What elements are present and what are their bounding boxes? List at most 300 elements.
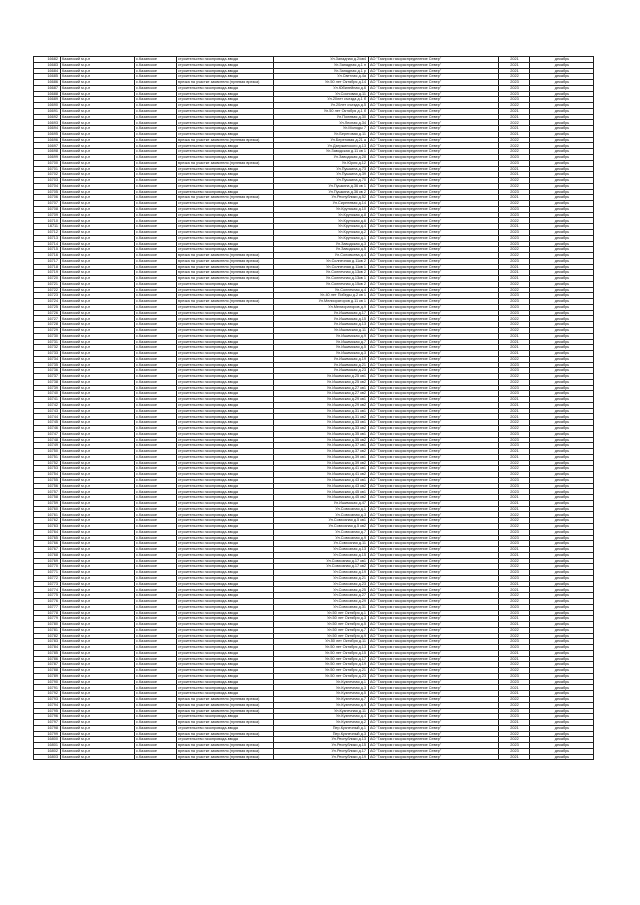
work-type-cell: строительство газопровода-ввода <box>177 351 274 357</box>
work-type-cell: строительство газопровода-ввода <box>177 489 274 495</box>
owner-cell: АО "Газпром газораспределение Север" <box>369 137 499 143</box>
village-cell: с.Казанское <box>135 397 177 403</box>
row-id-cell: 16803 <box>34 754 61 760</box>
village-cell: с.Казанское <box>135 108 177 114</box>
village-cell: с.Казанское <box>135 345 177 351</box>
owner-cell: АО "Газпром газораспределение Север" <box>369 529 499 535</box>
work-type-cell: врезка на участке заявителя (нулевая врезка) <box>177 80 274 86</box>
year-cell: 2023 <box>499 304 530 310</box>
work-type-cell: строительство газопровода-ввода <box>177 183 274 189</box>
owner-cell: АО "Газпром газораспределение Север" <box>369 426 499 432</box>
row-id-cell: 16731 <box>34 339 61 345</box>
month-cell: декабрь <box>530 108 594 114</box>
month-cell: декабрь <box>530 304 594 310</box>
work-type-cell: строительство газопровода-ввода <box>177 598 274 604</box>
month-cell: декабрь <box>530 639 594 645</box>
village-cell: с.Казанское <box>135 708 177 714</box>
year-cell: 2023 <box>499 258 530 264</box>
address-cell: Ул.Береговая д.11 <box>274 131 369 137</box>
village-cell: с.Казанское <box>135 426 177 432</box>
village-cell: с.Казанское <box>135 639 177 645</box>
district-cell: Казанский м.р-н <box>61 229 135 235</box>
month-cell: декабрь <box>530 339 594 345</box>
address-cell: Ул.Ишимская д.7 <box>274 339 369 345</box>
work-type-cell: строительство газопровода-ввода <box>177 495 274 501</box>
work-type-cell: строительство газопровода-ввода <box>177 477 274 483</box>
district-cell: Казанский м.р-н <box>61 437 135 443</box>
month-cell: декабрь <box>530 229 594 235</box>
address-cell: Ул.Пушкина д.39 <box>274 172 369 178</box>
month-cell: декабрь <box>530 627 594 633</box>
district-cell: Казанский м.р-н <box>61 725 135 731</box>
address-cell: Ул.Молоды 7 <box>274 126 369 132</box>
district-cell: Казанский м.р-н <box>61 541 135 547</box>
work-type-cell: строительство газопровода-ввода <box>177 206 274 212</box>
address-cell: Ул.Лесная д.34 <box>274 120 369 126</box>
district-cell: Казанский м.р-н <box>61 212 135 218</box>
village-cell: с.Казанское <box>135 587 177 593</box>
district-cell: Казанский м.р-н <box>61 564 135 570</box>
village-cell: с.Казанское <box>135 495 177 501</box>
work-type-cell: строительство газопровода-ввода <box>177 679 274 685</box>
month-cell: декабрь <box>530 477 594 483</box>
month-cell: декабрь <box>530 178 594 184</box>
address-cell: Ул.Юрия д.12 <box>274 160 369 166</box>
year-cell: 2021 <box>499 108 530 114</box>
owner-cell: АО "Газпром газораспределение Север" <box>369 362 499 368</box>
village-cell: с.Казанское <box>135 103 177 109</box>
owner-cell: АО "Газпром газораспределение Север" <box>369 627 499 633</box>
district-cell: Казанский м.р-н <box>61 737 135 743</box>
owner-cell: АО "Газпром газораспределение Север" <box>369 656 499 662</box>
row-id-cell: 16695 <box>34 131 61 137</box>
address-cell: Ул.Пушкина д.73 <box>274 166 369 172</box>
month-cell: декабрь <box>530 149 594 155</box>
address-cell: Ул.Ишимская д.33 кв1 <box>274 420 369 426</box>
village-cell: с.Казанское <box>135 714 177 720</box>
month-cell: декабрь <box>530 299 594 305</box>
owner-cell: АО "Газпром газораспределение Север" <box>369 598 499 604</box>
owner-cell: АО "Газпром газораспределение Север" <box>369 552 499 558</box>
address-cell: Ул.Совхозная д.25 <box>274 587 369 593</box>
year-cell: 2022 <box>499 731 530 737</box>
district-cell: Казанский м.р-н <box>61 85 135 91</box>
month-cell: декабрь <box>530 610 594 616</box>
row-id-cell: 16683 <box>34 62 61 68</box>
work-type-cell: врезка на участке заявителя (нулевая врезка) <box>177 276 274 282</box>
year-cell: 2023 <box>499 679 530 685</box>
district-cell: Казанский м.р-н <box>61 518 135 524</box>
year-cell: 2023 <box>499 206 530 212</box>
work-type-cell: строительство газопровода-ввода <box>177 483 274 489</box>
work-type-cell: строительство газопровода-ввода <box>177 327 274 333</box>
row-id-cell: 16693 <box>34 120 61 126</box>
row-id-cell: 16795 <box>34 708 61 714</box>
row-id-cell: 16692 <box>34 114 61 120</box>
district-cell: Казанский м.р-н <box>61 356 135 362</box>
work-type-cell: строительство газопровода-ввода <box>177 691 274 697</box>
row-id-cell: 16777 <box>34 604 61 610</box>
district-cell: Казанский м.р-н <box>61 627 135 633</box>
address-cell: Ул.50 лет Октября д.13 <box>274 645 369 651</box>
month-cell: декабрь <box>530 218 594 224</box>
year-cell: 2022 <box>499 472 530 478</box>
village-cell: с.Казанское <box>135 581 177 587</box>
row-id-cell: 16715 <box>34 247 61 253</box>
row-id-cell: 16726 <box>34 310 61 316</box>
year-cell: 2022 <box>499 558 530 564</box>
work-type-cell: строительство газопровода-ввода <box>177 622 274 628</box>
work-type-cell: строительство газопровода-ввода <box>177 454 274 460</box>
month-cell: декабрь <box>530 408 594 414</box>
district-cell: Казанский м.р-н <box>61 247 135 253</box>
owner-cell: АО "Газпром газораспределение Север" <box>369 668 499 674</box>
village-cell: с.Казанское <box>135 529 177 535</box>
village-cell: с.Казанское <box>135 691 177 697</box>
owner-cell: АО "Газпром газораспределение Север" <box>369 477 499 483</box>
year-cell: 2022 <box>499 379 530 385</box>
owner-cell: АО "Газпром газораспределение Север" <box>369 518 499 524</box>
address-cell: Ул.Ишимская д.3 <box>274 351 369 357</box>
work-type-cell: врезка на участке заявителя (нулевая врезка) <box>177 696 274 702</box>
year-cell: 2023 <box>499 443 530 449</box>
work-type-cell: врезка на участке заявителя (нулевая врезка) <box>177 137 274 143</box>
row-id-cell: 16753 <box>34 466 61 472</box>
month-cell: декабрь <box>530 558 594 564</box>
month-cell: декабрь <box>530 235 594 241</box>
row-id-cell: 16733 <box>34 351 61 357</box>
year-cell: 2023 <box>499 85 530 91</box>
address-cell: Ул.50 лет Октября д.1 б <box>274 108 369 114</box>
year-cell: 2021 <box>499 552 530 558</box>
address-cell: Ул.Ишимская д.13 <box>274 322 369 328</box>
month-cell: декабрь <box>530 495 594 501</box>
address-cell: Ул.Соловьева д.4 <box>274 253 369 259</box>
work-type-cell: строительство газопровода-ввода <box>177 362 274 368</box>
month-cell: декабрь <box>530 552 594 558</box>
year-cell: 2022 <box>499 316 530 322</box>
row-id-cell: 16745 <box>34 420 61 426</box>
village-cell: с.Казанское <box>135 512 177 518</box>
village-cell: с.Казанское <box>135 547 177 553</box>
owner-cell: АО "Газпром газораспределение Север" <box>369 454 499 460</box>
year-cell: 2023 <box>499 293 530 299</box>
row-id-cell: 16716 <box>34 253 61 259</box>
owner-cell: АО "Газпром газораспределение Север" <box>369 466 499 472</box>
row-id-cell: 16703 <box>34 178 61 184</box>
row-id-cell: 16751 <box>34 454 61 460</box>
district-cell: Казанский м.р-н <box>61 645 135 651</box>
row-id-cell: 16734 <box>34 356 61 362</box>
district-cell: Казанский м.р-н <box>61 633 135 639</box>
owner-cell: АО "Газпром газораспределение Север" <box>369 633 499 639</box>
work-type-cell: строительство газопровода-ввода <box>177 616 274 622</box>
work-type-cell: строительство газопровода-ввода <box>177 500 274 506</box>
owner-cell: АО "Газпром газораспределение Север" <box>369 327 499 333</box>
row-id-cell: 16759 <box>34 500 61 506</box>
district-cell: Казанский м.р-н <box>61 547 135 553</box>
work-type-cell: строительство газопровода-ввода <box>177 529 274 535</box>
district-cell: Казанский м.р-н <box>61 673 135 679</box>
work-type-cell: строительство газопровода-ввода <box>177 149 274 155</box>
address-cell: Ул.Ишимская д.25 кв1 <box>274 374 369 380</box>
owner-cell: АО "Газпром газораспределение Север" <box>369 149 499 155</box>
work-type-cell: строительство газопровода-ввода <box>177 374 274 380</box>
work-type-cell: строительство газопровода-ввода <box>177 604 274 610</box>
address-cell: Ул.Ишимская д.41 кв1 <box>274 466 369 472</box>
year-cell: 2022 <box>499 737 530 743</box>
owner-cell: АО "Газпром газораспределение Север" <box>369 708 499 714</box>
year-cell: 2021 <box>499 68 530 74</box>
month-cell: декабрь <box>530 633 594 639</box>
address-cell: Ул.Кузнечная д.2 <box>274 720 369 726</box>
owner-cell: АО "Газпром газораспределение Север" <box>369 535 499 541</box>
year-cell: 2022 <box>499 287 530 293</box>
address-cell: Ул.Совхозная д.19 <box>274 570 369 576</box>
owner-cell: АО "Газпром газораспределение Север" <box>369 673 499 679</box>
district-cell: Казанский м.р-н <box>61 495 135 501</box>
month-cell: декабрь <box>530 535 594 541</box>
owner-cell: АО "Газпром газораспределение Север" <box>369 160 499 166</box>
village-cell: с.Казанское <box>135 212 177 218</box>
village-cell: с.Казанское <box>135 679 177 685</box>
work-type-cell: строительство газопровода-ввода <box>177 126 274 132</box>
village-cell: с.Казанское <box>135 437 177 443</box>
address-cell: Ул.Крупская д.4 <box>274 224 369 230</box>
year-cell: 2023 <box>499 714 530 720</box>
village-cell: с.Казанское <box>135 316 177 322</box>
work-type-cell: строительство газопровода-ввода <box>177 725 274 731</box>
month-cell: декабрь <box>530 645 594 651</box>
owner-cell: АО "Газпром газораспределение Север" <box>369 402 499 408</box>
month-cell: декабрь <box>530 160 594 166</box>
month-cell: декабрь <box>530 431 594 437</box>
district-cell: Казанский м.р-н <box>61 137 135 143</box>
village-cell: с.Казанское <box>135 518 177 524</box>
work-type-cell: врезка на участке заявителя (нулевая врезка) <box>177 299 274 305</box>
row-id-cell: 16740 <box>34 391 61 397</box>
month-cell: декабрь <box>530 662 594 668</box>
row-id-cell: 16801 <box>34 743 61 749</box>
year-cell: 2023 <box>499 604 530 610</box>
work-type-cell: строительство газопровода-ввода <box>177 108 274 114</box>
village-cell: с.Казанское <box>135 120 177 126</box>
month-cell: декабрь <box>530 466 594 472</box>
month-cell: декабрь <box>530 172 594 178</box>
year-cell: 2022 <box>499 103 530 109</box>
work-type-cell: строительство газопровода-ввода <box>177 287 274 293</box>
address-cell: Ул.Ишимская д.39 кв1 <box>274 454 369 460</box>
owner-cell: АО "Газпром газораспределение Север" <box>369 80 499 86</box>
year-cell: 2023 <box>499 385 530 391</box>
work-type-cell: строительство газопровода-ввода <box>177 714 274 720</box>
address-cell: Ул.Ишимская д.45 кв1 <box>274 489 369 495</box>
address-cell: Ул.Совхозная д.17 кв1 <box>274 558 369 564</box>
row-id-cell: 16697 <box>34 143 61 149</box>
row-id-cell: 16706 <box>34 195 61 201</box>
owner-cell: АО "Газпром газораспределение Север" <box>369 293 499 299</box>
row-id-cell: 16764 <box>34 529 61 535</box>
row-id-cell: 16790 <box>34 679 61 685</box>
work-type-cell: строительство газопровода-ввода <box>177 633 274 639</box>
row-id-cell: 16721 <box>34 281 61 287</box>
year-cell: 2022 <box>499 281 530 287</box>
work-type-cell: строительство газопровода-ввода <box>177 235 274 241</box>
owner-cell: АО "Газпром газораспределение Север" <box>369 662 499 668</box>
district-cell: Казанский м.р-н <box>61 460 135 466</box>
owner-cell: АО "Газпром газораспределение Север" <box>369 57 499 63</box>
village-cell: с.Казанское <box>135 748 177 754</box>
district-cell: Казанский м.р-н <box>61 466 135 472</box>
owner-cell: АО "Газпром газораспределение Север" <box>369 281 499 287</box>
address-cell: Ул.Ишимская д.31 кв1 <box>274 408 369 414</box>
work-type-cell: врезка на участке заявителя (нулевая врезка) <box>177 720 274 726</box>
month-cell: декабрь <box>530 737 594 743</box>
month-cell: декабрь <box>530 241 594 247</box>
year-cell: 2022 <box>499 183 530 189</box>
village-cell: с.Казанское <box>135 287 177 293</box>
address-cell: Ул.Дзержинского д.13 <box>274 143 369 149</box>
month-cell: декабрь <box>530 189 594 195</box>
village-cell: с.Казанское <box>135 564 177 570</box>
row-id-cell: 16709 <box>34 212 61 218</box>
village-cell: с.Казанское <box>135 80 177 86</box>
year-cell: 2022 <box>499 524 530 530</box>
owner-cell: АО "Газпром газораспределение Север" <box>369 397 499 403</box>
owner-cell: АО "Газпром газораспределение Север" <box>369 183 499 189</box>
owner-cell: АО "Газпром газораспределение Север" <box>369 189 499 195</box>
month-cell: декабрь <box>530 212 594 218</box>
district-cell: Казанский м.р-н <box>61 714 135 720</box>
row-id-cell: 16691 <box>34 108 61 114</box>
row-id-cell: 16701 <box>34 166 61 172</box>
address-cell: Ул.Ишимская д.47 <box>274 500 369 506</box>
district-cell: Казанский м.р-н <box>61 224 135 230</box>
village-cell: с.Казанское <box>135 645 177 651</box>
work-type-cell: строительство газопровода-ввода <box>177 189 274 195</box>
village-cell: с.Казанское <box>135 62 177 68</box>
row-id-cell: 16798 <box>34 725 61 731</box>
row-id-cell: 16789 <box>34 673 61 679</box>
district-cell: Казанский м.р-н <box>61 535 135 541</box>
year-cell: 2022 <box>499 460 530 466</box>
village-cell: с.Казанское <box>135 500 177 506</box>
owner-cell: АО "Газпром газораспределение Север" <box>369 229 499 235</box>
year-cell: 2022 <box>499 593 530 599</box>
district-cell: Казанский м.р-н <box>61 552 135 558</box>
address-cell: Ул.Юбилейная д.6 <box>274 85 369 91</box>
year-cell: 2021 <box>499 656 530 662</box>
row-id-cell: 16758 <box>34 495 61 501</box>
village-cell: с.Казанское <box>135 183 177 189</box>
owner-cell: АО "Газпром газораспределение Север" <box>369 431 499 437</box>
owner-cell: АО "Газпром газораспределение Север" <box>369 351 499 357</box>
month-cell: декабрь <box>530 714 594 720</box>
owner-cell: АО "Газпром газораспределение Север" <box>369 558 499 564</box>
work-type-cell: врезка на участке заявителя (нулевая врезка) <box>177 258 274 264</box>
year-cell: 2023 <box>499 610 530 616</box>
row-id-cell: 16730 <box>34 333 61 339</box>
address-cell: Ул.50 лет Октября д.5 <box>274 622 369 628</box>
district-cell: Казанский м.р-н <box>61 270 135 276</box>
owner-cell: АО "Газпром газораспределение Север" <box>369 74 499 80</box>
owner-cell: АО "Газпром газораспределение Север" <box>369 714 499 720</box>
row-id-cell: 16782 <box>34 633 61 639</box>
address-cell: Ул.20лет съезда д.1 б <box>274 97 369 103</box>
address-cell: Ул.Совхозная д.23 <box>274 581 369 587</box>
district-cell: Казанский м.р-н <box>61 131 135 137</box>
village-cell: с.Казанское <box>135 472 177 478</box>
year-cell: 2023 <box>499 310 530 316</box>
month-cell: декабрь <box>530 85 594 91</box>
month-cell: декабрь <box>530 754 594 760</box>
village-cell: с.Казанское <box>135 489 177 495</box>
address-cell: Ул.Крупская д.6 <box>274 218 369 224</box>
work-type-cell: строительство газопровода-ввода <box>177 178 274 184</box>
district-cell: Казанский м.р-н <box>61 327 135 333</box>
owner-cell: АО "Газпром газораспределение Север" <box>369 68 499 74</box>
year-cell: 2021 <box>499 587 530 593</box>
address-cell: Ул.Сиреневая д.14 <box>274 201 369 207</box>
work-type-cell: строительство газопровода-ввода <box>177 650 274 656</box>
village-cell: с.Казанское <box>135 178 177 184</box>
month-cell: декабрь <box>530 264 594 270</box>
month-cell: декабрь <box>530 397 594 403</box>
district-cell: Казанский м.р-н <box>61 178 135 184</box>
address-cell: Ул.Ишимская д.17 <box>274 310 369 316</box>
work-type-cell: строительство газопровода-ввода <box>177 518 274 524</box>
owner-cell: АО "Газпром газораспределение Север" <box>369 264 499 270</box>
owner-cell: АО "Газпром газораспределение Север" <box>369 696 499 702</box>
row-id-cell: 16735 <box>34 362 61 368</box>
village-cell: с.Казанское <box>135 333 177 339</box>
owner-cell: АО "Газпром газораспределение Север" <box>369 610 499 616</box>
district-cell: Казанский м.р-н <box>61 604 135 610</box>
work-type-cell: строительство газопровода-ввода <box>177 639 274 645</box>
year-cell: 2023 <box>499 645 530 651</box>
village-cell: с.Казанское <box>135 720 177 726</box>
month-cell: декабрь <box>530 206 594 212</box>
owner-cell: АО "Газпром газораспределение Север" <box>369 339 499 345</box>
district-cell: Казанский м.р-н <box>61 708 135 714</box>
district-cell: Казанский м.р-н <box>61 68 135 74</box>
district-cell: Казанский м.р-н <box>61 656 135 662</box>
year-cell: 2022 <box>499 74 530 80</box>
row-id-cell: 16752 <box>34 460 61 466</box>
month-cell: декабрь <box>530 183 594 189</box>
year-cell: 2021 <box>499 62 530 68</box>
village-cell: с.Казанское <box>135 650 177 656</box>
year-cell: 2022 <box>499 327 530 333</box>
work-type-cell: строительство газопровода-ввода <box>177 68 274 74</box>
district-cell: Казанский м.р-н <box>61 235 135 241</box>
district-cell: Казанский м.р-н <box>61 743 135 749</box>
district-cell: Казанский м.р-н <box>61 598 135 604</box>
address-cell: Ул.Западная д.2/кв4 <box>274 57 369 63</box>
row-id-cell: 16767 <box>34 547 61 553</box>
district-cell: Казанский м.р-н <box>61 114 135 120</box>
month-cell: декабрь <box>530 247 594 253</box>
year-cell: 2021 <box>499 754 530 760</box>
district-cell: Казанский м.р-н <box>61 339 135 345</box>
address-cell: Ул.Совхозная д.29 <box>274 598 369 604</box>
village-cell: с.Казанское <box>135 327 177 333</box>
work-type-cell: строительство газопровода-ввода <box>177 414 274 420</box>
year-cell: 2023 <box>499 299 530 305</box>
owner-cell: АО "Газпром газораспределение Север" <box>369 97 499 103</box>
address-cell: Ул.Ишимская д.29 кв2 <box>274 402 369 408</box>
owner-cell: АО "Газпром газораспределение Север" <box>369 316 499 322</box>
